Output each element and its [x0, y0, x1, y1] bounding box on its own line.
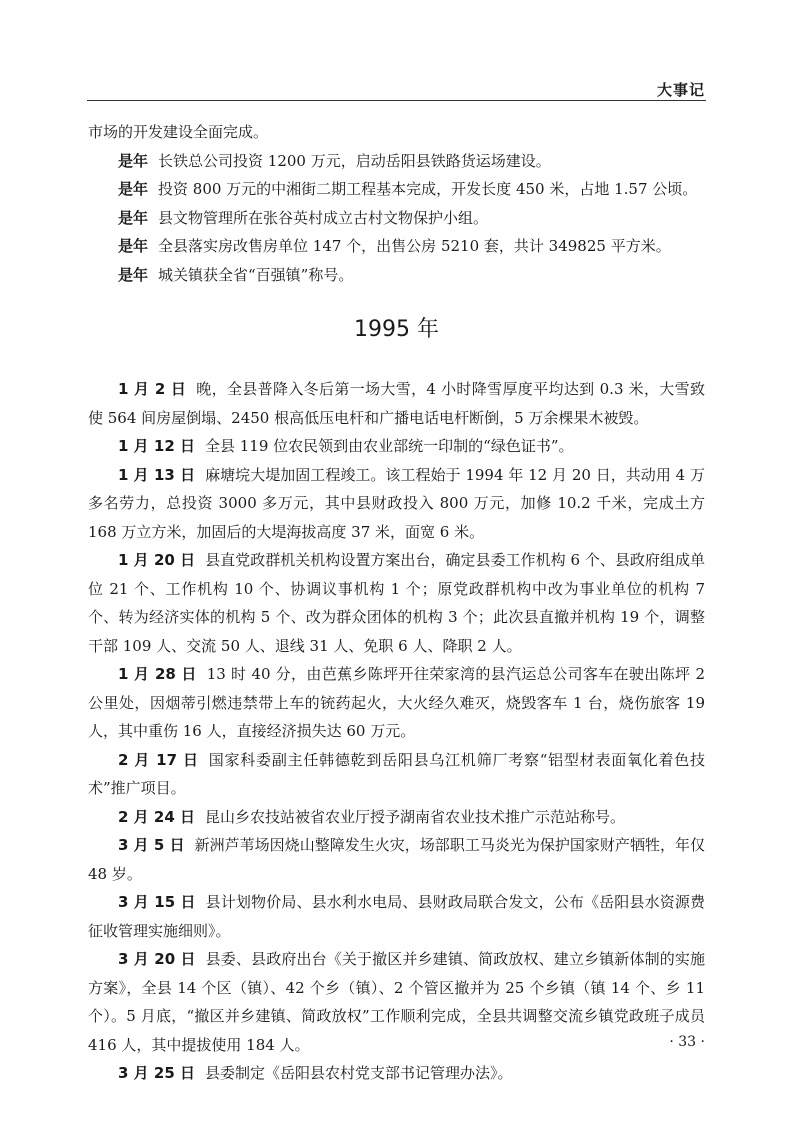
- entry-date: 3 月 15 日: [118, 893, 196, 911]
- intro-line: 市场的开发建设全面完成。: [88, 123, 269, 141]
- entry: [88, 831, 705, 888]
- entry-text: 投资 800 万元的中湘街二期工程基本完成，开发长度 450 米，占地 1.57 公顷。: [158, 180, 698, 198]
- entry: [88, 261, 705, 290]
- entry-date: 2 月 17 日: [118, 750, 199, 769]
- entry-date: 1 月 13 日: [118, 465, 196, 484]
- entry-date: 是年: [118, 208, 149, 227]
- entry: [88, 204, 705, 233]
- entry-date: 3 月 5 日: [118, 836, 185, 854]
- entry-text: 县委制定《岳阳县农村党支部书记管理办法》。: [204, 1064, 513, 1082]
- entry-text: 长铁总公司投资 1200 万元，启动岳阳县铁路货运场建设。: [158, 151, 551, 170]
- entry: [88, 232, 705, 261]
- running-header-title: 大事记: [656, 81, 705, 99]
- entry-text: 县委、县政府出台《关于撤区并乡建镇、简政放权、建立乡镇新体制的实施方案》，全县 14 个区（镇）、42 个乡（镇）、2 个管区撤并为 25 个乡镇（镇 14 个、乡 11 个）。5 月底，“撤区并乡建镇、简政放权”工作顺利完成，全县共调整交流乡镇党政班子成员 416 人，其中提拔使用 184 人。: [88, 950, 705, 1054]
- entry: [88, 660, 705, 746]
- entry-date: 1 月 12 日: [118, 437, 195, 455]
- entry-date: 1 月 20 日: [118, 551, 196, 569]
- entry: [88, 432, 705, 461]
- entry-text: 国家科委副主任韩德乾到岳阳县乌江机筛厂考察“铝型材表面氧化着色技术”推广项目。: [88, 750, 705, 797]
- entry-date: 是年: [118, 151, 149, 170]
- entry-text: 晚，全县普降入冬后第一场大雪，4 小时降雪厚度平均达到 0.3 米，大雪致使 564 间房屋倒塌、2450 根高低压电杆和广播电话电杆断倒，5 万余棵果木被毁。: [88, 380, 705, 427]
- entry-date: 2 月 24 日: [118, 807, 195, 826]
- entry-text: 新洲芦苇场因烧山整障发生火灾，场部职工马炎光为保护国家财产牺牲，年仅 48 岁。: [88, 836, 705, 883]
- entry-date: 是年: [118, 237, 149, 255]
- entry: [88, 175, 705, 204]
- entry-text: 县计划物价局、县水利水电局、县财政局联合发文，公布《岳阳县水资源费征收管理实施细则》。: [88, 893, 705, 940]
- entry: [88, 888, 705, 945]
- entries-1994: [88, 147, 705, 290]
- entry: [88, 1059, 705, 1088]
- entry: [88, 803, 705, 832]
- entry-date: 是年: [118, 180, 149, 198]
- entry-text: 县直党政群机关机构设置方案出台，确定县委工作机构 6 个、县政府组成单位 21 个、工作机构 10 个、协调议事机构 1 个；原党政群机构中改为事业单位的机构 7 个、转为经济实体的机构 5 个、改为群众团体的机构 3 个；此次县直撤并机构 19 个，调整干部 109 人、交流 50 人、退线 31 人、免职 6 人、降职 2 人。: [88, 551, 705, 655]
- page-body: [88, 118, 705, 1088]
- page-number: · 33 ·: [669, 1034, 705, 1050]
- entry-date: 3 月 20 日: [118, 950, 196, 968]
- entry: [88, 746, 705, 803]
- entry: [88, 546, 705, 660]
- entry-date: 3 月 25 日: [118, 1064, 195, 1082]
- entry-text: 麻塘垸大堤加固工程竣工。该工程始于 1994 年 12 月 20 日，共动用 4 万多名劳力，总投资 3000 多万元，其中县财政投入 800 万元，加修 10.2 千米，完成土方 168 万立方米，加固后的大堤海拔高度 37 米，面宽 6 米。: [88, 465, 705, 541]
- year-heading: 1995 年: [354, 317, 439, 342]
- entry-text: 13 时 40 分，由芭蕉乡陈坪开往荣家湾的县汽运总公司客车在驶出陈坪 2 公里处，因烟蒂引燃违禁带上车的铳药起火，大火经久难灭，烧毁客车 1 台，烧伤旅客 19 人，其中重伤 16 人，直接经济损失达 60 万元。: [88, 665, 705, 740]
- entry-text: 全县 119 位农民领到由农业部统一印制的“绿色证书”。: [204, 437, 574, 455]
- entry-date: 1 月 2 日: [118, 380, 187, 398]
- entry: [88, 375, 705, 432]
- entry: [88, 945, 705, 1059]
- entry-text: 城关镇获全省“百强镇”称号。: [158, 265, 354, 284]
- entry-text: 县文物管理所在张谷英村成立古村文物保护小组。: [158, 208, 489, 227]
- header-divider: [87, 100, 706, 101]
- entry-text: 全县落实房改售房单位 147 个，出售公房 5210 套，共计 349825 平方米。: [158, 237, 671, 255]
- entries-1995: [88, 375, 705, 1088]
- entry-text: 昆山乡农技站被省农业厅授予湖南省农业技术推广示范站称号。: [204, 807, 625, 826]
- entry-date: 1 月 28 日: [118, 665, 197, 683]
- entry-date: 是年: [118, 265, 149, 284]
- entry: [88, 147, 705, 176]
- entry: [88, 461, 705, 547]
